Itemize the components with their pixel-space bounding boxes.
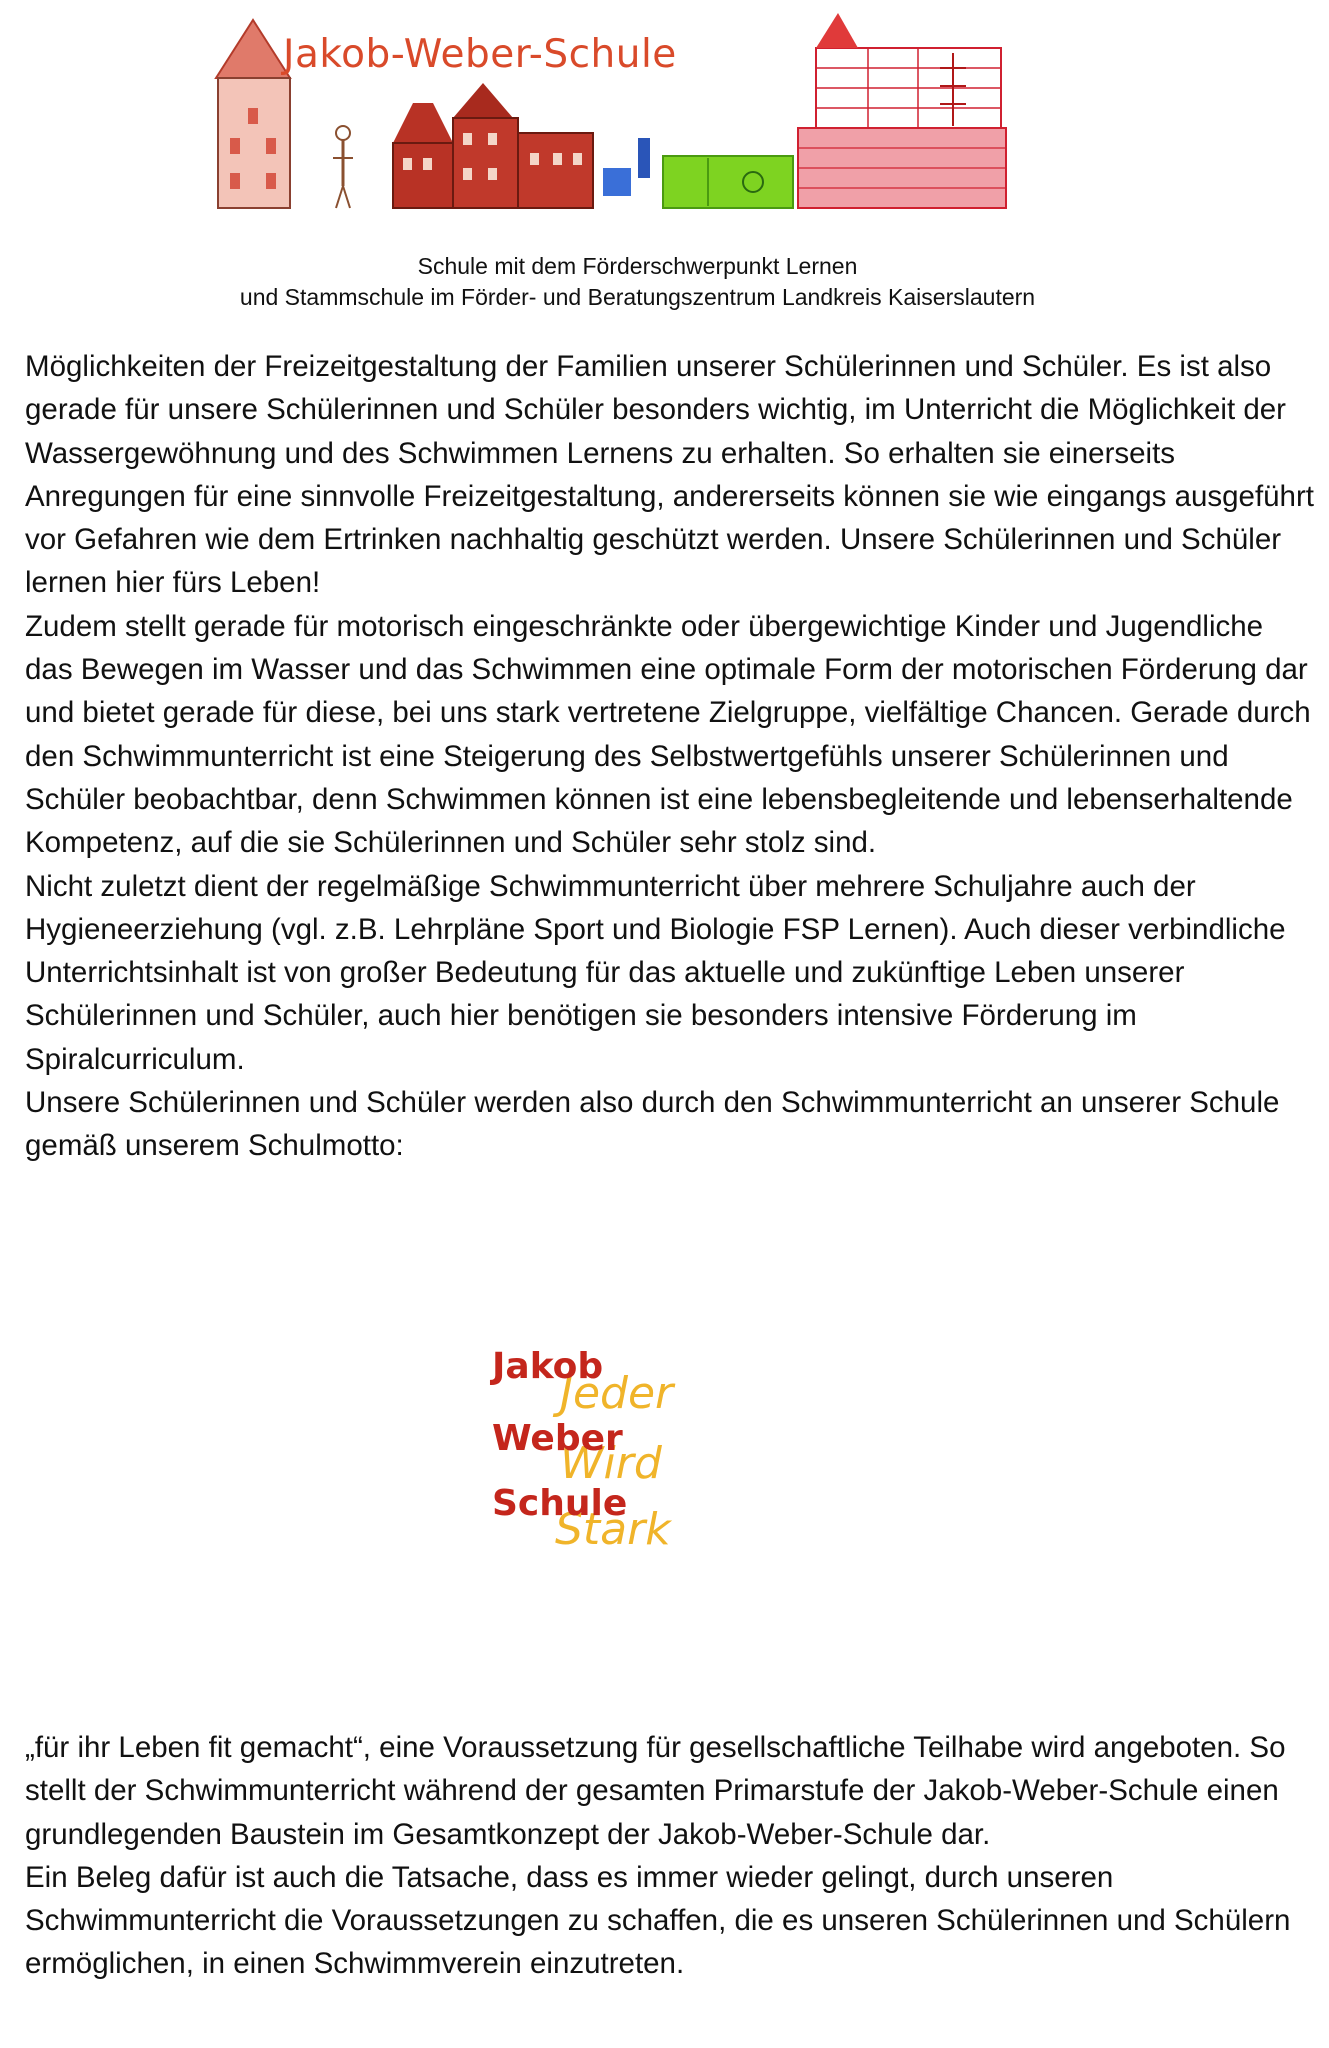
motto-word-weber: Weber [492,1418,623,1459]
motto-word-stark: Stark [555,1504,671,1555]
header-banner [208,8,1050,216]
closing-paragraph-2: Ein Beleg dafür ist auch die Tatsache, dass es immer wieder gelingt, durch unseren Schwimmunterricht die Voraussetzungen zu schaffen, die es unseren Schülerinnen und Schülern ermöglichen, in einen Schwimmverein einzutreten. [25,1860,1291,1981]
subtitle-line-1: Schule mit dem Förderschwerpunkt Lernen [417,253,858,279]
subtitle-line-2: und Stammschule im Förder- und Beratungszentrum Landkreis Kaiserslautern [239,284,1036,310]
closing-paragraph-1: „für ihr Leben fit gemacht“, eine Voraussetzung für gesellschaftliche Teilhabe wird angeboten. So stellt der Schwimmunterricht während der gesamten Primarstufe der Jakob-Weber-Schule einen grundlegenden Baustein im Gesamtkonzept der Jakob-Weber-Schule dar. [25,1731,1286,1851]
paragraph-3: Nicht zuletzt dient der regelmäßige Schwimmunterricht über mehrere Schuljahre auch der Hygieneerziehung (vgl. z.B. Lehrpläne Sport und Biologie FSP Lernen). Auch dieser verbindliche Unterrichtsinhalt ist von großer Bedeutung für das aktuelle und zukünftige Leben unserer Schülerinnen und Schüler, auch hier benötigen sie besonders intensive Förderung im Spiralcurriculum. [25,869,1286,1076]
motto-word-jeder: Jeder [560,1368,674,1419]
school-motto-logo [490,1346,750,1566]
motto-word-schule: Schule [492,1483,628,1524]
motto-word-wird: Wird [560,1438,662,1489]
paragraph-1: Möglichkeiten der Freizeitgestaltung der Familien unserer Schülerinnen und Schüler. Es ist also gerade für unsere Schülerinnen und Schüler besonders wichtig, im Unterricht die Möglichkeit der Wassergewöhnung und des Schwimmen Lernens zu erhalten. So erhalten sie einerseits Anregungen für eine sinnvolle Freizeitgestaltung, andererseits können sie wie eingangs ausgeführt vor Gefahren wie dem Ertrinken nachhaltig geschützt werden. Unsere Schülerinnen und Schüler lernen hier fürs Leben! [25,350,1314,600]
closing-text [25,1726,1315,1986]
paragraph-2: Zudem stellt gerade für motorisch eingeschränkte oder übergewichtige Kinder und Jugendliche das Bewegen im Wasser und das Schwimmen eine optimale Form der motorischen Förderung dar und bietet gerade für diese, bei uns stark vertretene Zielgruppe, vielfältige Chancen. Gerade durch den Schwimmunterricht ist eine Steigerung des Selbstwertgefühls unserer Schülerinnen und Schüler beobachtbar, denn Schwimmen können ist eine lebensbegleitende und lebenserhaltende Kompetenz, auf die sie Schülerinnen und Schüler sehr stolz sind. [25,609,1311,860]
school-subtitle [0,251,1275,313]
main-text [25,345,1315,1168]
paragraph-4: Unsere Schülerinnen und Schüler werden also durch den Schwimmunterricht an unserer Schule gemäß unserem Schulmotto: [25,1086,1280,1163]
school-logo-title: Jakob-Weber-Schule [283,32,677,77]
motto-word-jakob: Jakob [492,1346,604,1387]
